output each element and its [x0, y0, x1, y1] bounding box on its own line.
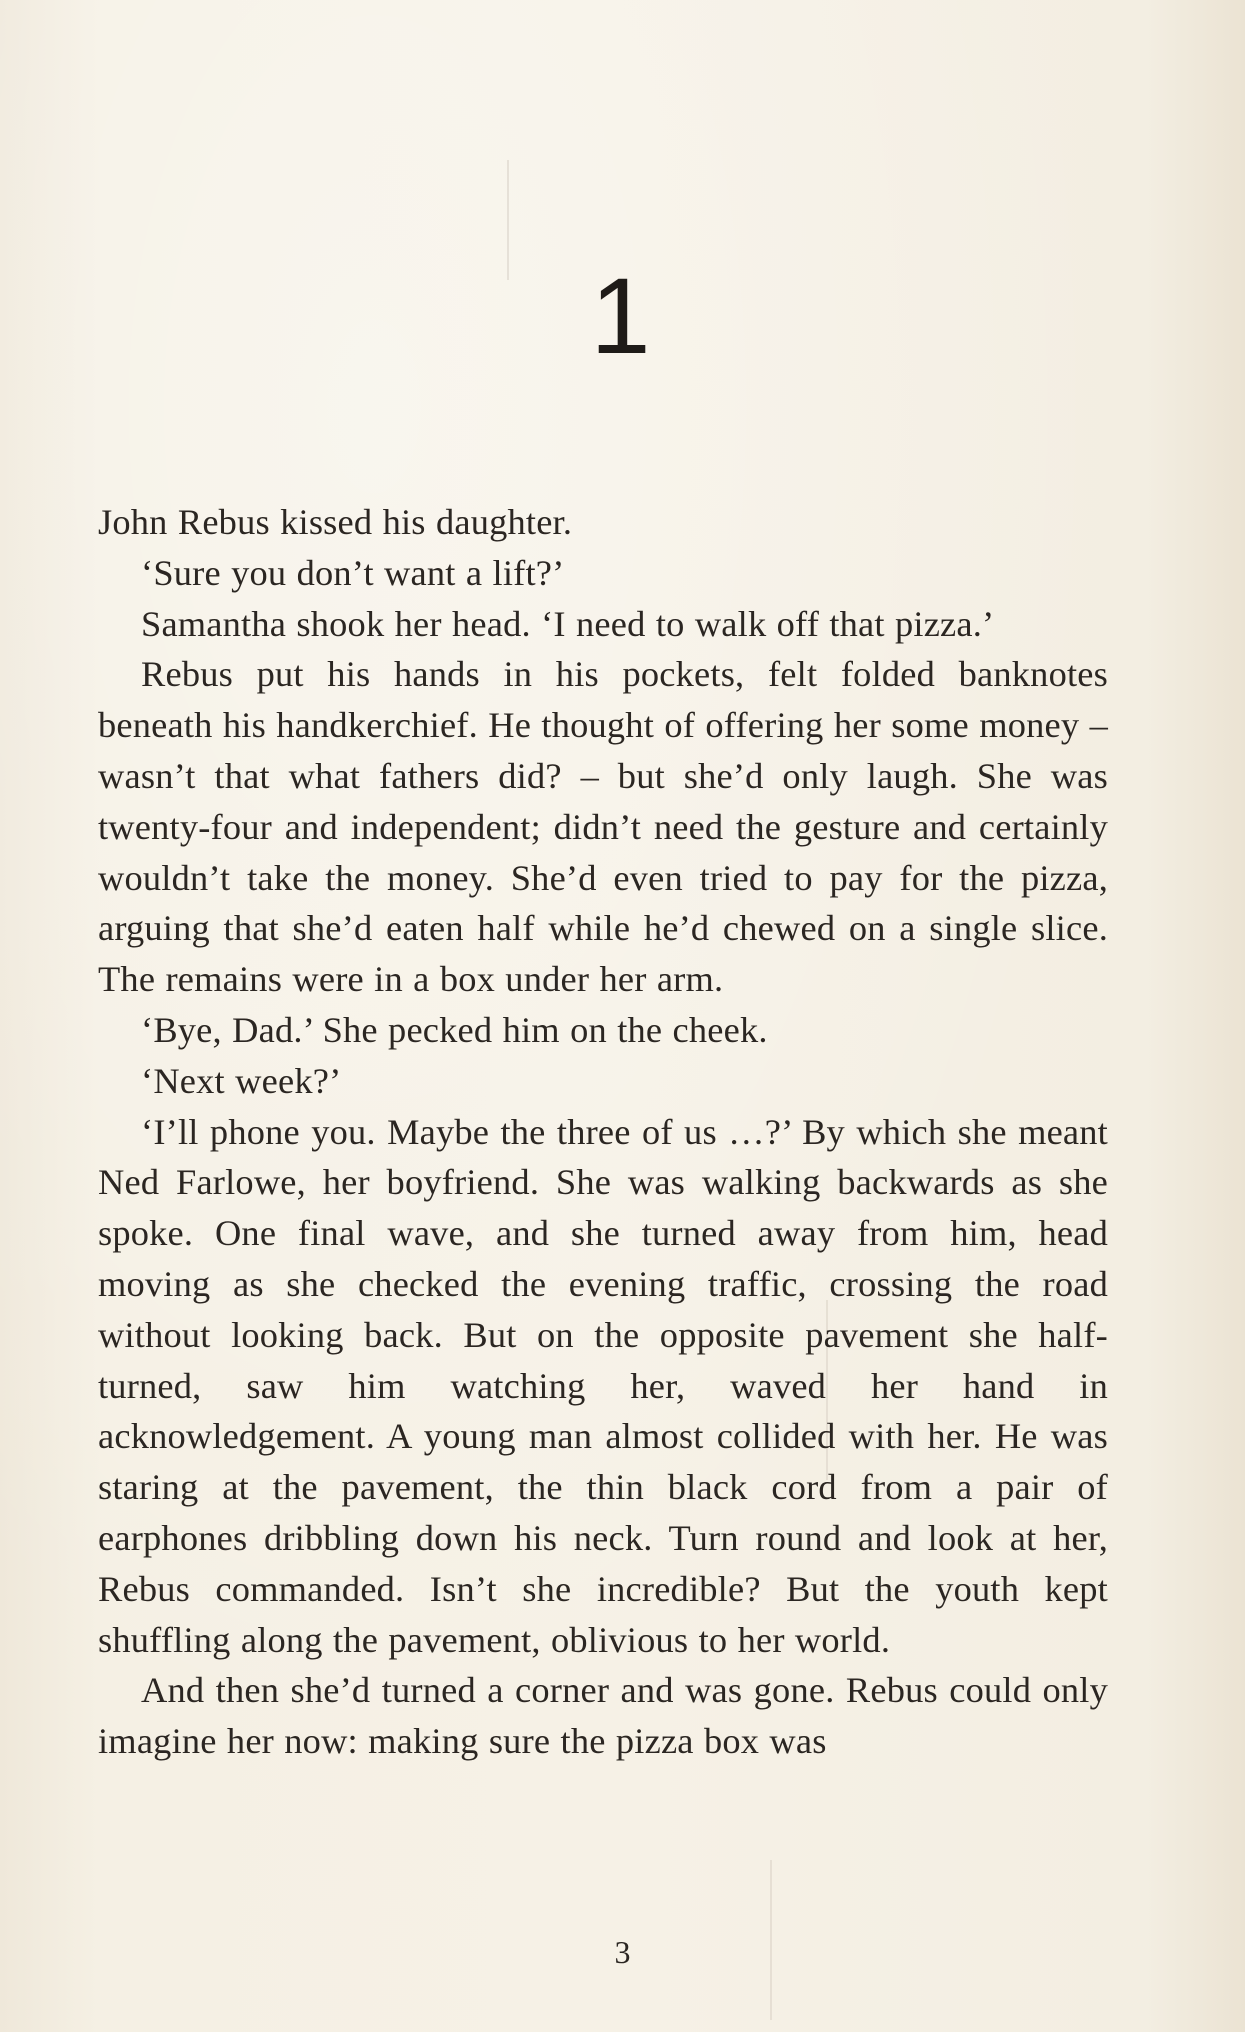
paragraph: ‘Next week?’ [141, 1060, 342, 1101]
paragraph: ‘Sure you don’t want a lift?’ [141, 552, 565, 593]
paragraph: ‘Bye, Dad.’ She pecked him on the cheek. [141, 1009, 768, 1050]
paragraph: Rebus put his hands in his pockets, felt folded banknotes beneath his handkerchief. He thought of offering her some money – wasn’t that what fathers did? – but she’d only laugh. She was twenty-four and independent; didn’t need the gesture and certainly wouldn’t take the money. She’d even tried to pay for the pizza, arguing that she’d eaten half while he’d chewed on a single slice. The remains were in a box under her arm. [98, 654, 1108, 1000]
paragraph: Samantha shook her head. ‘I need to walk off that pizza.’ [141, 603, 995, 644]
paragraph: John Rebus kissed his daughter. [98, 502, 573, 542]
chapter-number [0, 255, 1245, 376]
paragraph: ‘I’ll phone you. Maybe the three of us …?’ By which she meant Ned Farlowe, her boyfriend. She was walking backwards as she spoke. One final wave, and she turned away from him, head moving as she checked the evening traffic, crossing the road without looking back. But on the opposite pavement she half-turned, saw him watching her, waved her hand in acknowledgement. A young man almost collided with her. He was staring at the pavement, the thin black cord from a pair of earphones dribbling down his neck. Turn round and look at her, Rebus commanded. Isn’t she incredible? But the youth kept shuffling along the pavement, oblivious to her world. [98, 1111, 1108, 1660]
body-text [98, 497, 1108, 1767]
paragraph: And then she’d turned a corner and was gone. Rebus could only imagine her now: making sure the pizza box was [98, 1670, 1108, 1762]
chapter-number-text: 1 [590, 255, 651, 376]
page-number: 3 [614, 1934, 631, 1970]
